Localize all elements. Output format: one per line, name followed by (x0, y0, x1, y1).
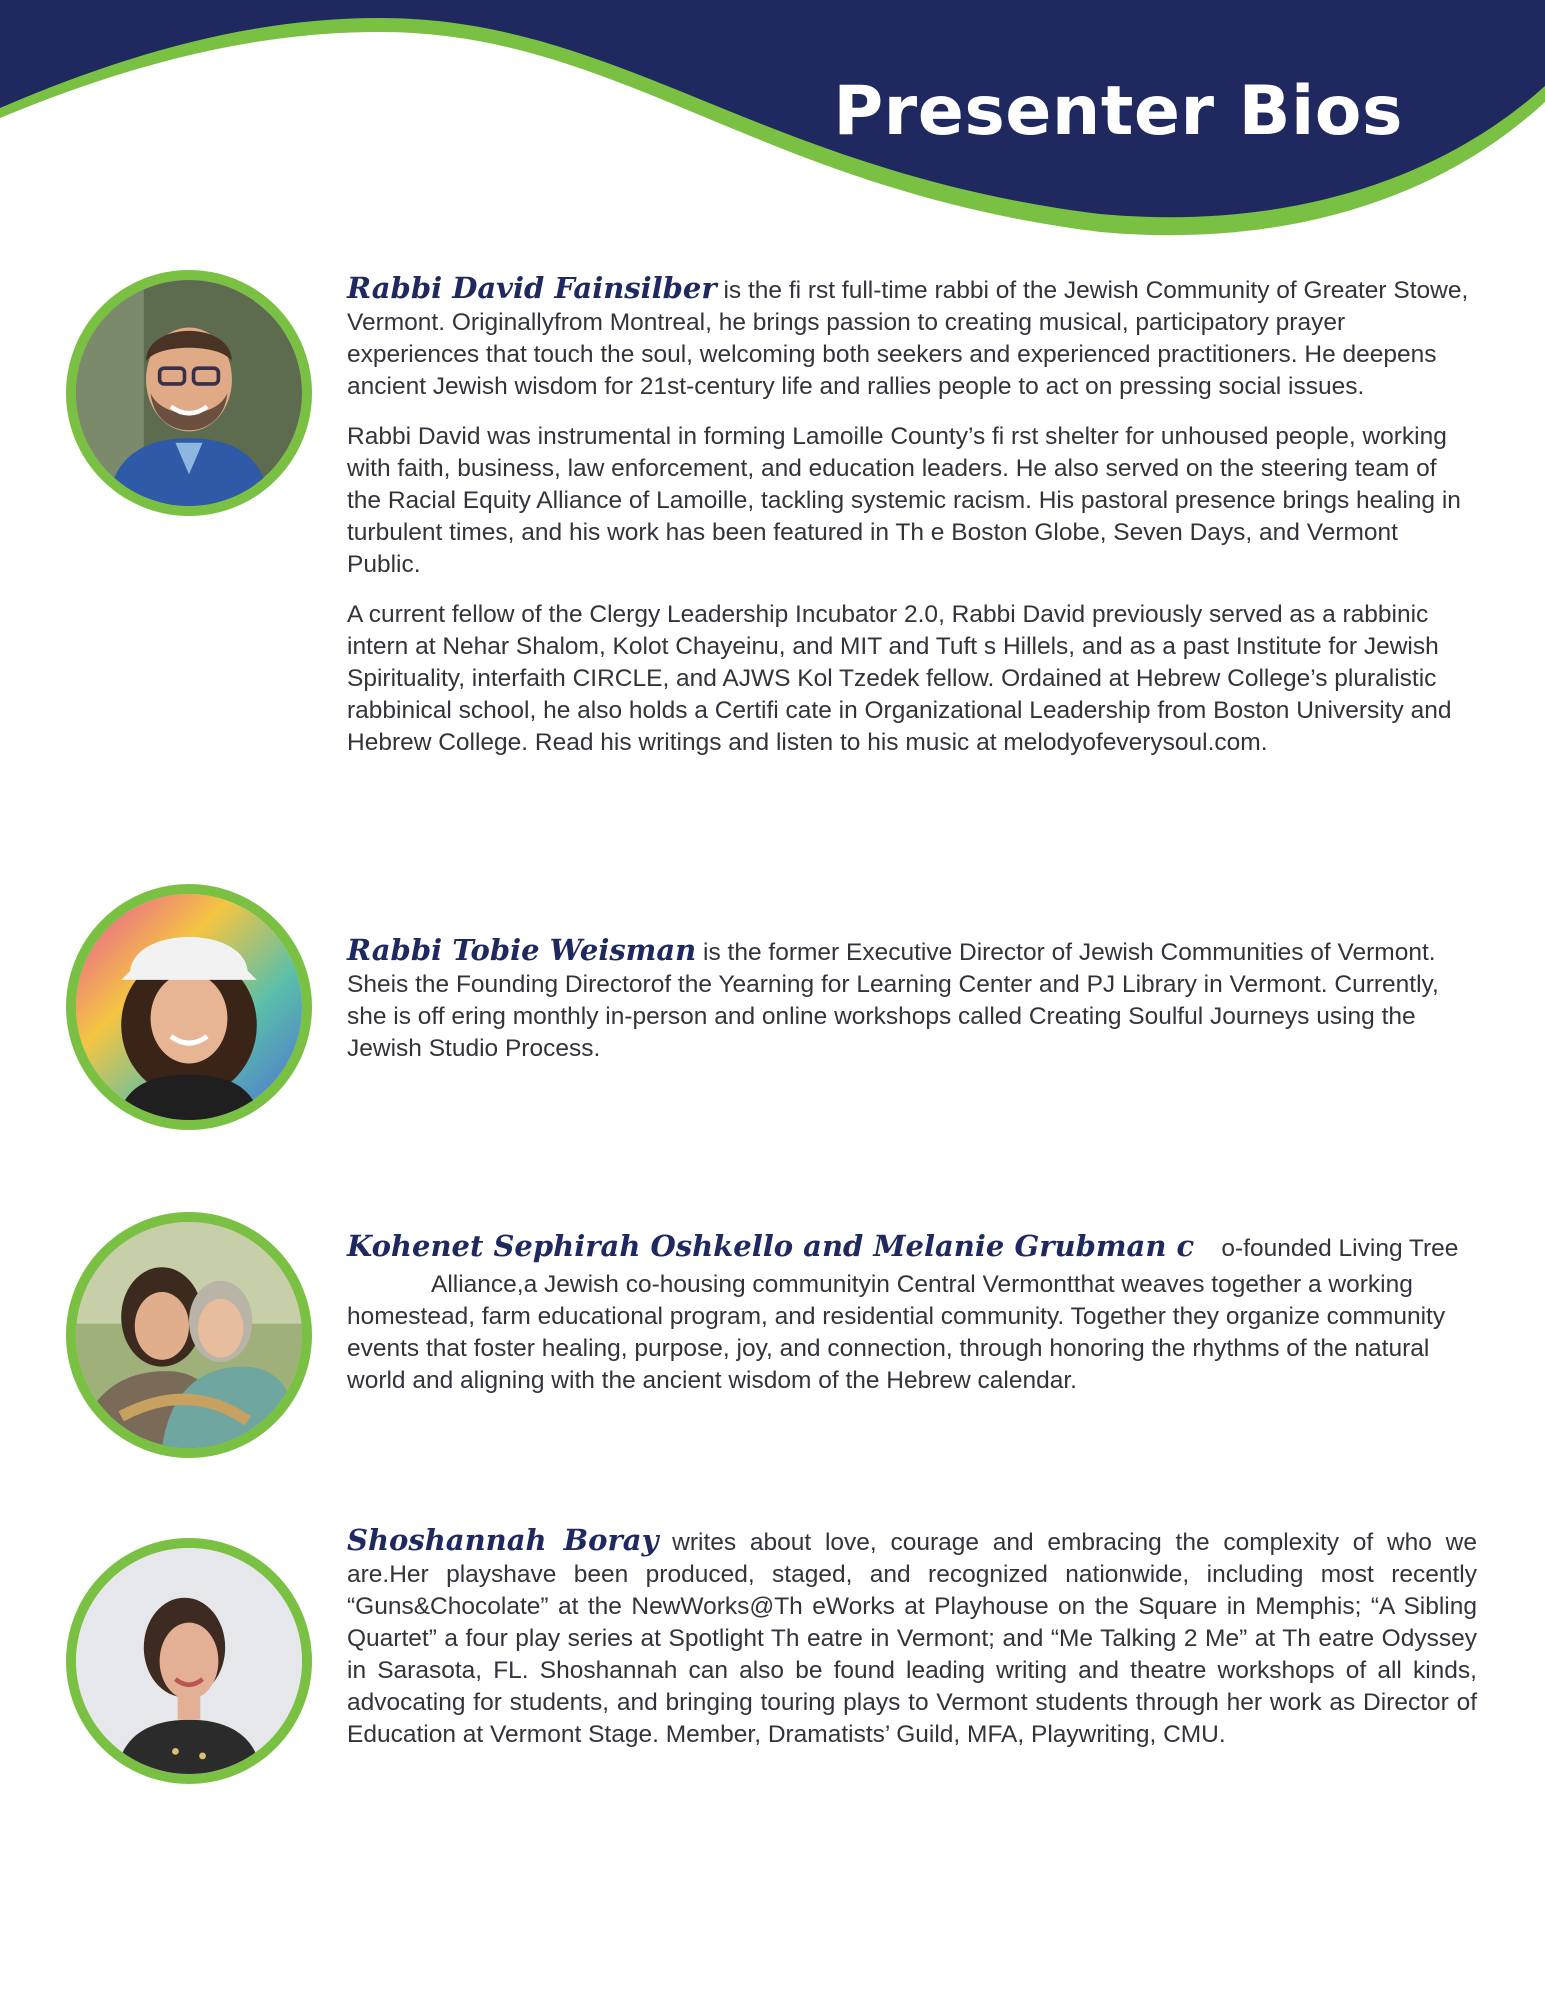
bio-paragraph (347, 1524, 1477, 1751)
presenter-name-suffix: c (1166, 1229, 1195, 1263)
bio-paragraph (347, 934, 1477, 1065)
bio-intro: writes about love, courage and embracing the complexity of who we are.Her playshave been produced, staged, and recognized nationwide, including most recently “Guns&Chocolate” at the NewWorks@Th eWorks at Playhouse on the Square in Memphis; “A Sibling Quartet” a four play series at Spotlight Th eatre in Vermont; and “Me Talking 2 Me” at Th eatre Odyssey in Sarasota, FL. Shoshannah can also be found leading writing and theatre workshops of all kinds, advocating for students, and bringing touring plays to Vermont students through her work as Director of Education at Vermont Stage. Member, Dramatists’ Guild, MFA, Playwriting, CMU. (347, 1529, 1477, 1748)
bio-paragraph: Rabbi David was instrumental in forming Lamoille County’s fi rst shelter for unhoused people, working with faith, business, law enforcement, and education leaders. He also served on the steering team of the Racial Equity Alliance of Lamoille, tackling systemic racism. His pastoral presence brings healing in turbulent times, and his work has been featured in Th e Boston Globe, Seven Days, and Vermont Public. (347, 423, 1461, 578)
presenter-name: Rabbi David Fainsilber (347, 271, 717, 305)
presenter-name: Rabbi Tobie Weisman (347, 933, 697, 967)
bio-text-4 (347, 1524, 1477, 1769)
bio-text-3 (347, 1230, 1477, 1415)
presenter-photo-2 (66, 884, 312, 1130)
bio-body: Alliance,a Jewish co-housing communityin Central Vermontthat weaves together a working homestead, farm educational program, and residential community. Together they organize community events that foster healing, purpose, joy, and connection, through honoring the rhythms of the natural world and aligning with the ancient wisdom of the Hebrew calendar. (347, 1271, 1446, 1394)
bio-text-2 (347, 934, 1477, 1083)
presenter-photo-4 (66, 1538, 312, 1784)
bio-paragraph (347, 1230, 1477, 1265)
presenter-name: Kohenet Sephirah Oshkello and Melanie Grubman (347, 1229, 1167, 1263)
presenter-photo-3 (66, 1212, 312, 1458)
bio-paragraph (347, 272, 1477, 403)
bio-intro: is the fi rst full-time rabbi of the Jewish Community of Greater Stowe, Vermont. Originallyfrom Montreal, he brings passion to creating musical, participatory prayer experiences that touch the soul, welcoming both seekers and experienced practitioners. He deepens ancient Jewish wisdom for 21st-century life and rallies people to act on pressing social issues. (347, 277, 1469, 400)
bio-intro: is the former Executive Director of Jewish Communities of Vermont. Sheis the Founding Directorof the Yearning for Learning Center and PJ Library in Vermont. Currently, she is off ering monthly in-person and online workshops called Creating Soulful Journeys using the Jewish Studio Process. (347, 939, 1439, 1062)
bio-paragraph: A current fellow of the Clergy Leadership Incubator 2.0, Rabbi David previously served as a rabbinic intern at Nehar Shalom, Kolot Chayeinu, and MIT and Tuft s Hillels, and as a past Institute for Jewish Spirituality, interfaith CIRCLE, and AJWS Kol Tzedek fellow. Ordained at Hebrew College’s pluralistic rabbinical school, he also holds a Certifi cate in Organizational Leadership from Boston University and Hebrew College. Read his writings and listen to his music at melodyofeverysoul.com. (347, 601, 1452, 756)
person-photo-icon (76, 280, 302, 506)
bio-paragraph (347, 1269, 1477, 1397)
person-photo-icon (76, 894, 302, 1120)
page-title: Presenter Bios (833, 72, 1403, 151)
bio-text-1 (347, 272, 1477, 777)
person-photo-icon (76, 1548, 302, 1774)
presenter-name: Shoshannah Boray (347, 1523, 659, 1557)
people-photo-icon (76, 1222, 302, 1448)
bio-intro: o-founded Living Tree (1221, 1235, 1459, 1262)
presenter-photo-1 (66, 270, 312, 516)
